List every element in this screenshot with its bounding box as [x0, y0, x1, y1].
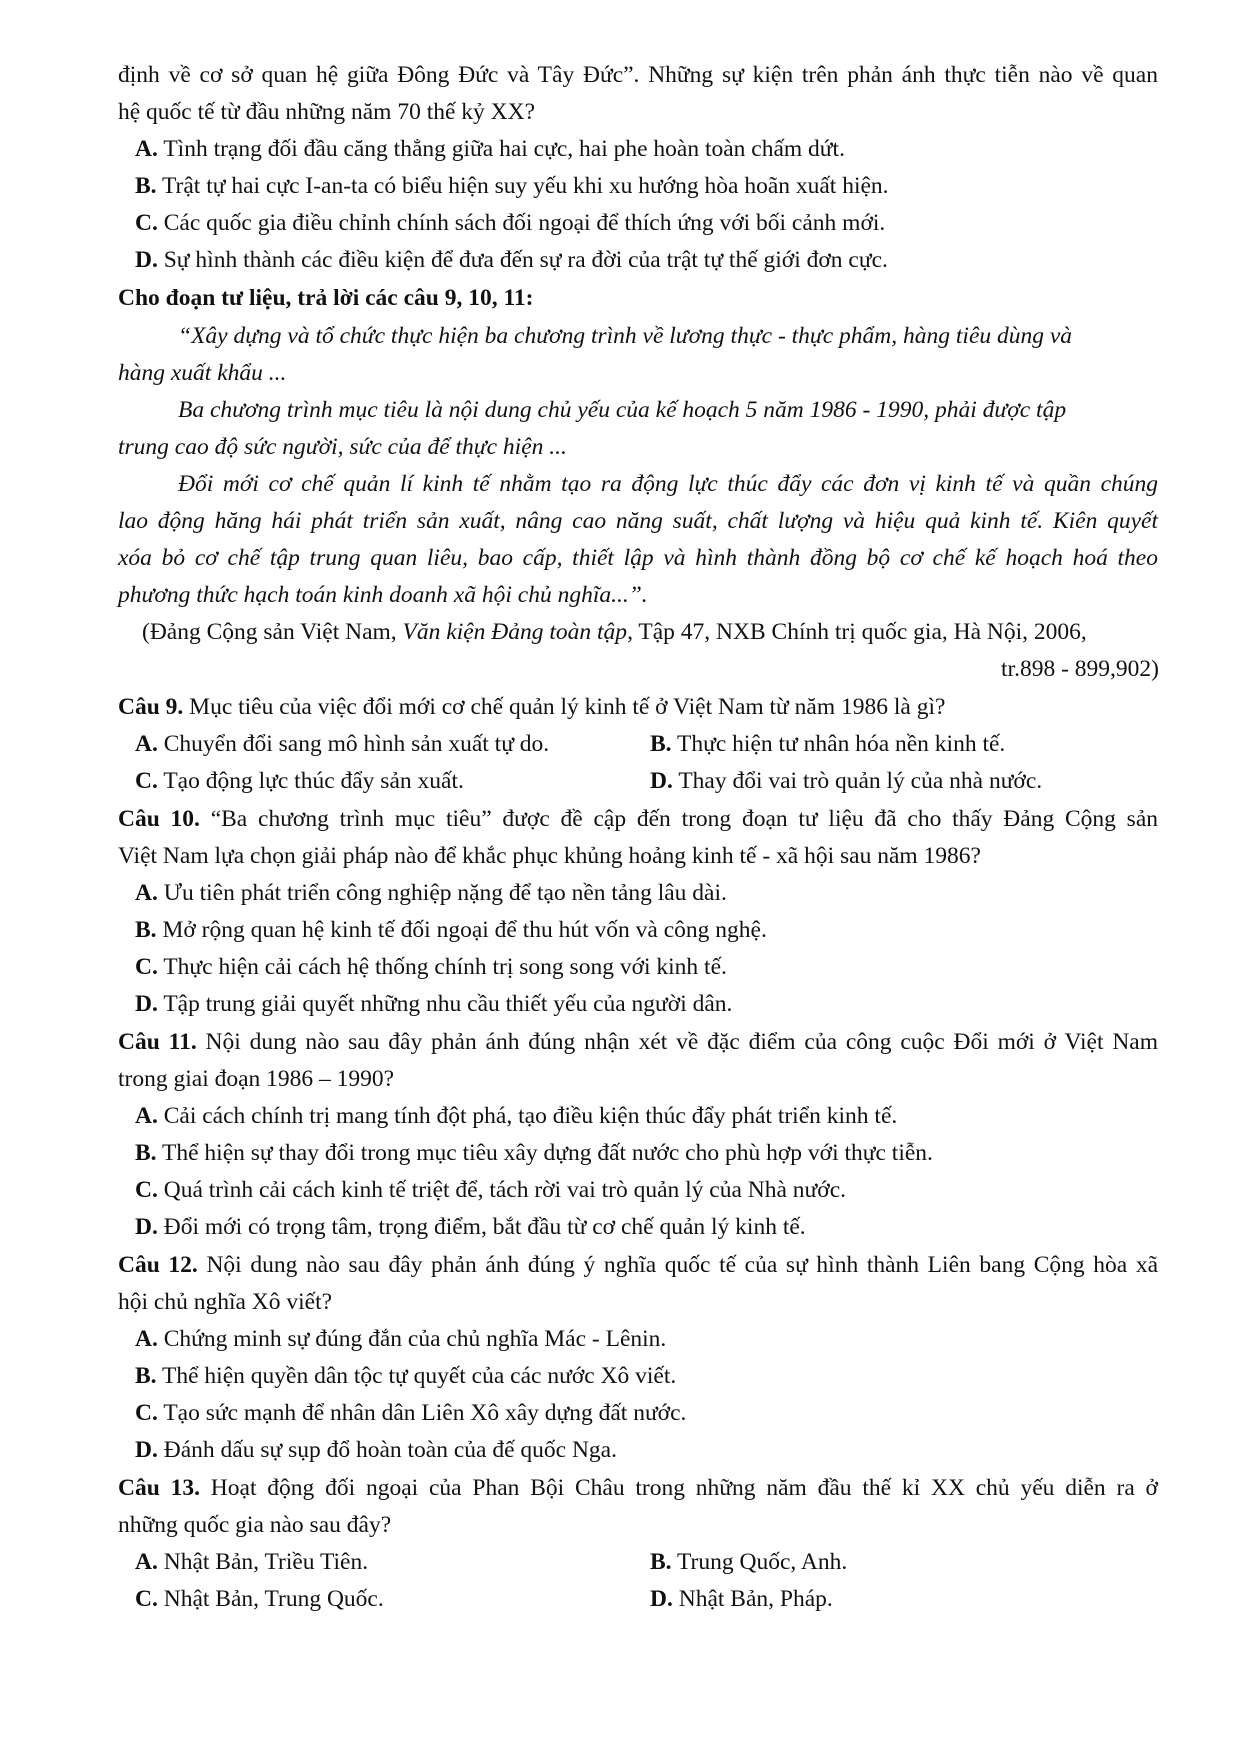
- passage-line-6: lao động hăng hái phát triển sản xuất, nâng cao năng suất, chất lượng và hiệu quả kinh tế. Kiên quyết: [118, 508, 1158, 534]
- intro-option-d: D. Sự hình thành các điều kiện để đưa đến sự ra đời của trật tự thế giới đơn cực.: [135, 247, 888, 273]
- passage-source: (Đảng Cộng sản Việt Nam, Văn kiện Đảng toàn tập, Tập 47, NXB Chính trị quốc gia, Hà Nội, 2006,: [142, 619, 1087, 645]
- q9-option-a: A. Chuyển đổi sang mô hình sản xuất tự do.: [135, 731, 550, 757]
- passage-line-8: phương thức hạch toán kinh doanh xã hội chủ nghĩa...”.: [118, 582, 648, 608]
- intro-line-1: định về cơ sở quan hệ giữa Đông Đức và Tây Đức”. Những sự kiện trên phản ánh thực tiễn nào về quan: [118, 62, 1158, 88]
- q13-option-a: A. Nhật Bản, Triều Tiên.: [135, 1549, 369, 1575]
- passage-line-5: Đổi mới cơ chế quản lí kinh tế nhằm tạo ra động lực thúc đẩy các đơn vị kinh tế và quần chúng: [178, 471, 1158, 497]
- q11-option-b: B. Thể hiện sự thay đổi trong mục tiêu xây dựng đất nước cho phù hợp với thực tiễn.: [135, 1140, 933, 1166]
- question-13-cont: những quốc gia nào sau đây?: [118, 1512, 392, 1538]
- intro-option-c: C. Các quốc gia điều chỉnh chính sách đối ngoại để thích ứng với bối cảnh mới.: [135, 210, 886, 236]
- q9-option-b: B. Thực hiện tư nhân hóa nền kinh tế.: [650, 731, 1006, 757]
- intro-line-2: hệ quốc tế từ đầu những năm 70 thế kỷ XX?: [118, 99, 536, 125]
- q13-option-d: D. Nhật Bản, Pháp.: [650, 1586, 833, 1612]
- question-10: Câu 10. “Ba chương trình mục tiêu” được đề cập đến trong đoạn tư liệu đã cho thấy Đảng Cộng sản: [118, 806, 1158, 832]
- q10-option-c: C. Thực hiện cải cách hệ thống chính trị song song với kinh tế.: [135, 954, 727, 980]
- q12-option-c: C. Tạo sức mạnh để nhân dân Liên Xô xây dựng đất nước.: [135, 1400, 687, 1426]
- q10-option-b: B. Mở rộng quan hệ kinh tế đối ngoại để thu hút vốn và công nghệ.: [135, 917, 767, 943]
- q10-option-a: A. Ưu tiên phát triển công nghiệp nặng để tạo nền tảng lâu dài.: [135, 880, 727, 906]
- passage-heading: Cho đoạn tư liệu, trả lời các câu 9, 10, 11:: [118, 285, 534, 311]
- q12-option-a: A. Chứng minh sự đúng đắn của chủ nghĩa Mác - Lênin.: [135, 1326, 667, 1352]
- passage-line-7: xóa bỏ cơ chế tập trung quan liêu, bao cấp, thiết lập và hình thành đồng bộ cơ chế kế hoạch hoá theo: [118, 545, 1158, 571]
- q12-option-b: B. Thể hiện quyền dân tộc tự quyết của các nước Xô viết.: [135, 1363, 677, 1389]
- passage-line-4: trung cao độ sức người, sức của để thực hiện ...: [118, 434, 567, 460]
- q9-option-c: C. Tạo động lực thúc đẩy sản xuất.: [135, 768, 464, 794]
- q11-option-a: A. Cải cách chính trị mang tính đột phá, tạo điều kiện thúc đẩy phát triển kinh tế.: [135, 1103, 898, 1129]
- question-11: Câu 11. Nội dung nào sau đây phản ánh đúng nhận xét về đặc điểm của công cuộc Đổi mới ở Việt Nam: [118, 1029, 1158, 1055]
- q13-option-b: B. Trung Quốc, Anh.: [650, 1549, 848, 1575]
- passage-line-1: “Xây dựng và tổ chức thực hiện ba chương trình về lương thực - thực phẩm, hàng tiêu dùng và: [178, 323, 1073, 349]
- q11-option-d: D. Đổi mới có trọng tâm, trọng điểm, bắt đầu từ cơ chế quản lý kinh tế.: [135, 1214, 806, 1240]
- q9-option-d: D. Thay đổi vai trò quản lý của nhà nước.: [650, 768, 1043, 794]
- passage-line-3: Ba chương trình mục tiêu là nội dung chủ yếu của kế hoạch 5 năm 1986 - 1990, phải được tập: [178, 397, 1067, 423]
- question-9: Câu 9. Mục tiêu của việc đổi mới cơ chế quản lý kinh tế ở Việt Nam từ năm 1986 là gì?: [118, 694, 946, 720]
- passage-line-2: hàng xuất khẩu ...: [118, 360, 287, 386]
- question-12-cont: hội chủ nghĩa Xô viết?: [118, 1289, 333, 1315]
- question-13: Câu 13. Hoạt động đối ngoại của Phan Bội Châu trong những năm đầu thế kỉ XX chủ yếu diễn ra ở: [118, 1475, 1158, 1501]
- q13-option-c: C. Nhật Bản, Trung Quốc.: [135, 1586, 384, 1612]
- q11-option-c: C. Quá trình cải cách kinh tế triệt để, tách rời vai trò quản lý của Nhà nước.: [135, 1177, 847, 1203]
- intro-option-b: B. Trật tự hai cực I-an-ta có biểu hiện suy yếu khi xu hướng hòa hoãn xuất hiện.: [135, 173, 889, 199]
- q12-option-d: D. Đánh dấu sự sụp đổ hoàn toàn của đế quốc Nga.: [135, 1437, 617, 1463]
- q10-option-d: D. Tập trung giải quyết những nhu cầu thiết yếu của người dân.: [135, 991, 733, 1017]
- question-12: Câu 12. Nội dung nào sau đây phản ánh đúng ý nghĩa quốc tế của sự hình thành Liên bang Cộng hòa xã: [118, 1252, 1158, 1278]
- intro-option-a: A. Tình trạng đối đầu căng thẳng giữa hai cực, hai phe hoàn toàn chấm dứt.: [135, 136, 845, 162]
- passage-source-pages: tr.898 - 899,902): [1001, 656, 1159, 682]
- question-11-cont: trong giai đoạn 1986 – 1990?: [118, 1066, 395, 1092]
- question-10-cont: Việt Nam lựa chọn giải pháp nào để khắc phục khủng hoảng kinh tế - xã hội sau năm 1986?: [118, 843, 981, 869]
